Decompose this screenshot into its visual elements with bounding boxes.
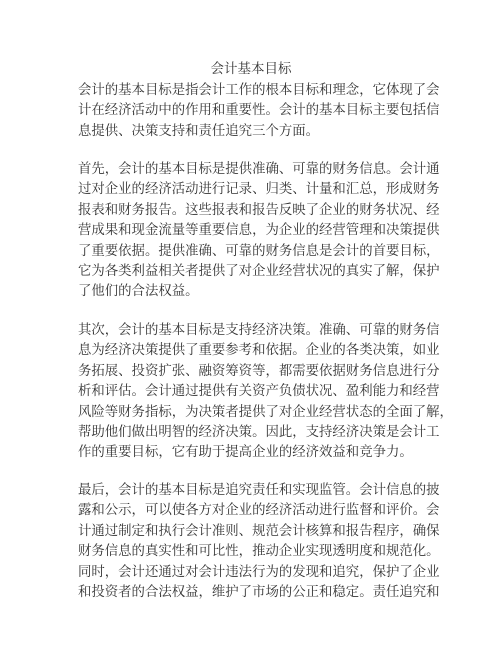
paragraph-second-point bbox=[78, 321, 453, 464]
text-line: 息为经济决策提供了重要参考和依据。企业的各类决策，如业 bbox=[78, 343, 440, 359]
text-line: 析和评估。会计通过提供有关资产负债状况、盈利能力和经营 bbox=[78, 384, 440, 400]
text-line: 它为各类利益相关者提供了对企业经营状况的真实了解，保护 bbox=[78, 263, 440, 279]
text-line: 报表和财务报告。这些报表和报告反映了企业的财务状况、经 bbox=[78, 202, 440, 218]
text-line: 最后，会计的基本目标是追究责任和实现监管。会计信息的披 bbox=[78, 483, 440, 498]
text-line: 营成果和现金流量等重要信息，为企业的经营管理和决策提供 bbox=[78, 223, 440, 239]
text-line: 首先，会计的基本目标是提供准确、可靠的财务信息。会计通 bbox=[78, 162, 440, 177]
text-line: 了重要依据。提供准确、可靠的财务信息是会计的首要目标， bbox=[78, 243, 440, 259]
text-line: 风险等财务指标，为决策者提供了对企业经营状态的全面了解， bbox=[78, 404, 453, 420]
text-line: 务拓展、投资扩张、融资筹资等，都需要依据财务信息进行分 bbox=[78, 363, 440, 379]
text-line: 过对企业的经济活动进行记录、归类、计量和汇总，形成财务 bbox=[78, 182, 440, 198]
paragraph-intro bbox=[78, 81, 438, 142]
paragraph-first-point bbox=[78, 160, 438, 303]
text-line: 了他们的合法权益。 bbox=[78, 284, 199, 300]
text-line: 同时，会计还通过对会计违法行为的发现和追究，保护了企业 bbox=[78, 564, 440, 580]
text-line: 和投资者的合法权益，维护了市场的公正和稳定。责任追究和 bbox=[78, 584, 440, 600]
paragraph-third-point bbox=[78, 481, 438, 603]
text-line: 其次，会计的基本目标是支持经济决策。准确、可靠的财务信 bbox=[78, 323, 440, 338]
text-line: 帮助他们做出明智的经济决策。因此，支持经济决策是会计工 bbox=[78, 424, 440, 440]
text-line: 会计的基本目标是指会计工作的根本目标和理念，它体现了会 bbox=[78, 83, 440, 98]
text-line: 计通过制定和执行会计准则、规范会计核算和报告程序，确保 bbox=[78, 523, 440, 539]
document-title: 会计基本目标 bbox=[210, 61, 292, 77]
text-line: 露和公示，可以使各方对企业的经济活动进行监督和评价。会 bbox=[78, 503, 440, 519]
text-line: 财务信息的真实性和可比性，推动企业实现透明度和规范化。 bbox=[78, 544, 440, 560]
text-line: 作的重要目标，它有助于提高企业的经济效益和竞争力。 bbox=[78, 445, 413, 461]
text-line: 计在经济活动中的作用和重要性。会计的基本目标主要包括信 bbox=[78, 103, 440, 119]
text-line: 息提供、决策支持和责任追究三个方面。 bbox=[78, 123, 320, 139]
